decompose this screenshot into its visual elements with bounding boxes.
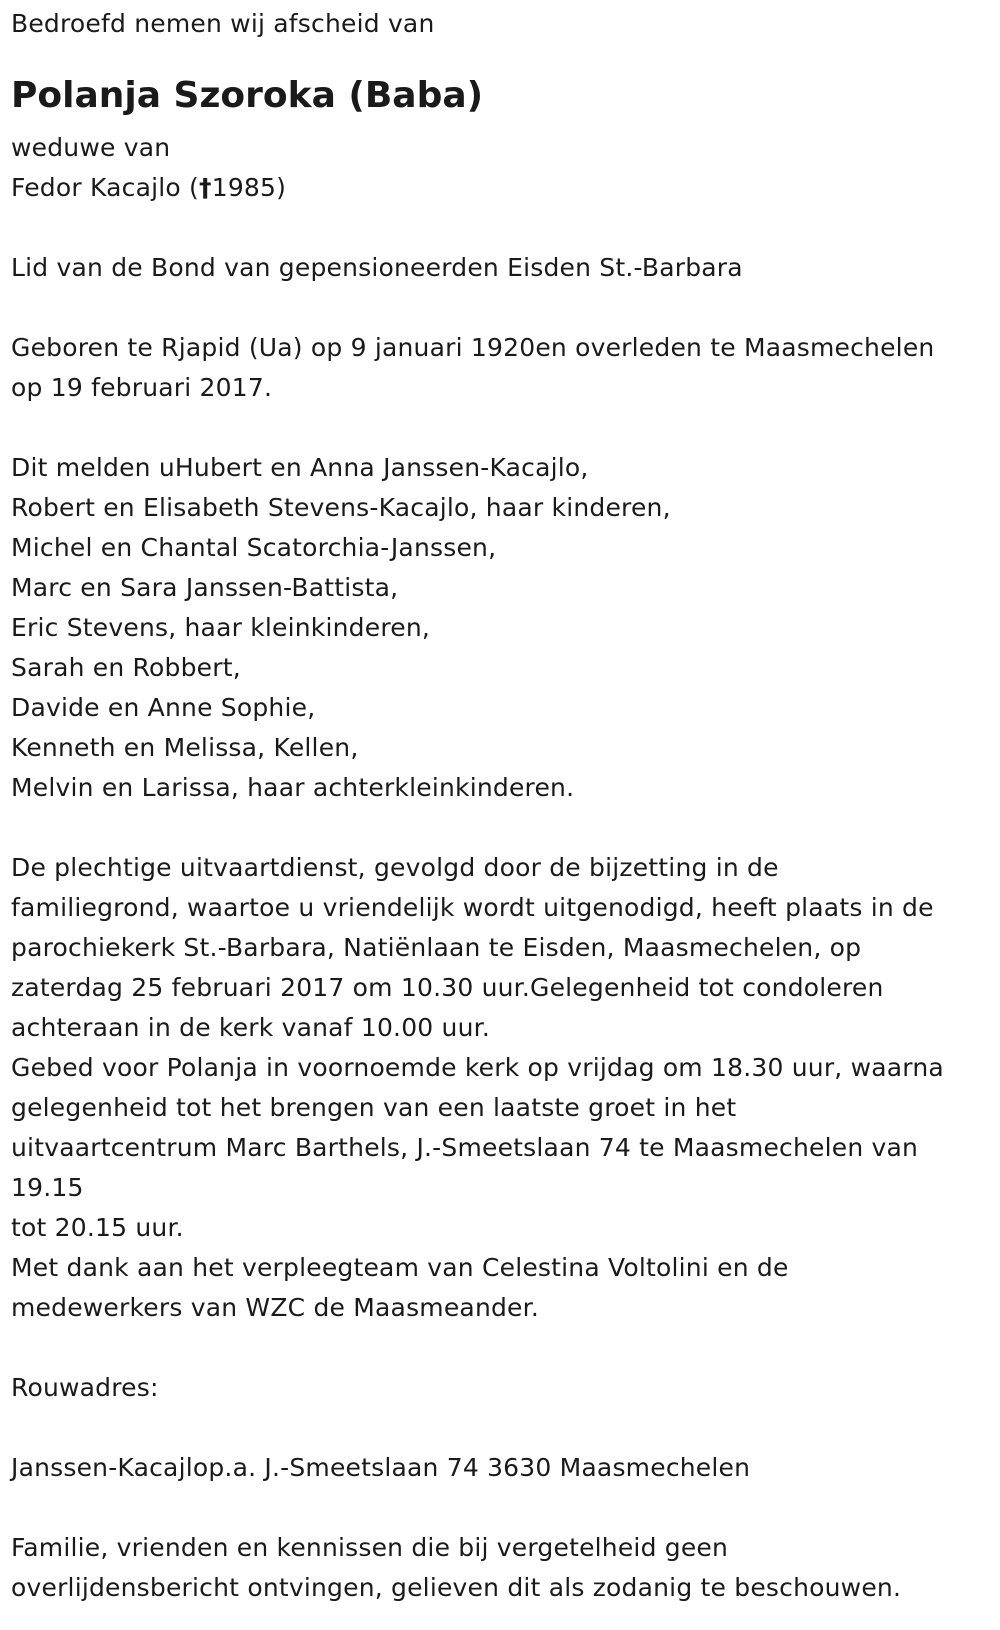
birth-death-paragraph (11, 328, 991, 408)
service-line: parochiekerk St.-Barbara, Natiënlaan te Eisden, Maasmechelen, op (11, 933, 862, 962)
family-list (11, 448, 991, 808)
membership-text: Lid van de Bond van gepensioneerden Eisden St.-Barbara (11, 253, 743, 282)
service-line: zaterdag 25 februari 2017 om 10.30 uur.Gelegenheid tot condoleren (11, 973, 884, 1002)
cross-icon: † (199, 173, 212, 202)
closing-paragraph (11, 1528, 991, 1608)
closing-line: Familie, vrienden en kennissen die bij vergetelheid geen (11, 1533, 729, 1562)
paragraph-line: op 19 februari 2017. (11, 373, 273, 402)
family-line: Kenneth en Melissa, Kellen, (11, 733, 359, 762)
address-label: Rouwadres: (11, 1373, 159, 1402)
family-line: Davide en Anne Sophie, (11, 693, 316, 722)
spouse-death-year: 1985) (211, 173, 287, 202)
spacer (11, 1408, 991, 1448)
spacer (11, 288, 991, 328)
spacer (11, 408, 991, 448)
family-line: Michel en Chantal Scatorchia-Janssen, (11, 533, 497, 562)
spacer (11, 1328, 991, 1368)
service-line: De plechtige uitvaartdienst, gevolgd door de bijzetting in de (11, 853, 779, 882)
widow-of-label: weduwe van (11, 133, 171, 162)
obituary-notice (11, 4, 991, 1608)
spacer (11, 208, 991, 248)
spouse-name: Fedor Kacajlo ( (11, 173, 200, 202)
service-line: 19.15 (11, 1173, 84, 1202)
family-line: Eric Stevens, haar kleinkinderen, (11, 613, 431, 642)
service-line: Gebed voor Polanja in voornoemde kerk op vrijdag om 18.30 uur, waarna (11, 1053, 944, 1082)
service-line: achteraan in de kerk vanaf 10.00 uur. (11, 1013, 490, 1042)
spacer (11, 808, 991, 848)
family-line: Sarah en Robbert, (11, 653, 241, 682)
closing-line: overlijdensbericht ontvingen, gelieven dit als zodanig te beschouwen. (11, 1573, 902, 1602)
intro-text: Bedroefd nemen wij afscheid van (11, 9, 435, 38)
service-paragraph (11, 848, 991, 1328)
family-line: Melvin en Larissa, haar achterkleinkinderen. (11, 773, 575, 802)
service-line: tot 20.15 uur. (11, 1213, 184, 1242)
paragraph-line: Geboren te Rjapid (Ua) op 9 januari 1920en overleden te Maasmechelen (11, 333, 935, 362)
family-line: Robert en Elisabeth Stevens-Kacajlo, haar kinderen, (11, 493, 671, 522)
family-line: Marc en Sara Janssen-Battista, (11, 573, 399, 602)
service-line: medewerkers van WZC de Maasmeander. (11, 1293, 539, 1322)
service-line: familiegrond, waartoe u vriendelijk wordt uitgenodigd, heeft plaats in de (11, 893, 934, 922)
spacer (11, 1488, 991, 1528)
mourning-address: Janssen-Kacajlop.a. J.-Smeetslaan 74 3630 Maasmechelen (11, 1453, 751, 1482)
spouse-line (11, 168, 991, 208)
service-line: uitvaartcentrum Marc Barthels, J.-Smeetslaan 74 te Maasmechelen van (11, 1133, 919, 1162)
service-line: Met dank aan het verpleegteam van Celestina Voltolini en de (11, 1253, 789, 1282)
service-line: gelegenheid tot het brengen van een laatste groet in het (11, 1093, 737, 1122)
deceased-name: Polanja Szoroka (Baba) (11, 75, 484, 116)
family-line: Dit melden uHubert en Anna Janssen-Kacajlo, (11, 453, 589, 482)
